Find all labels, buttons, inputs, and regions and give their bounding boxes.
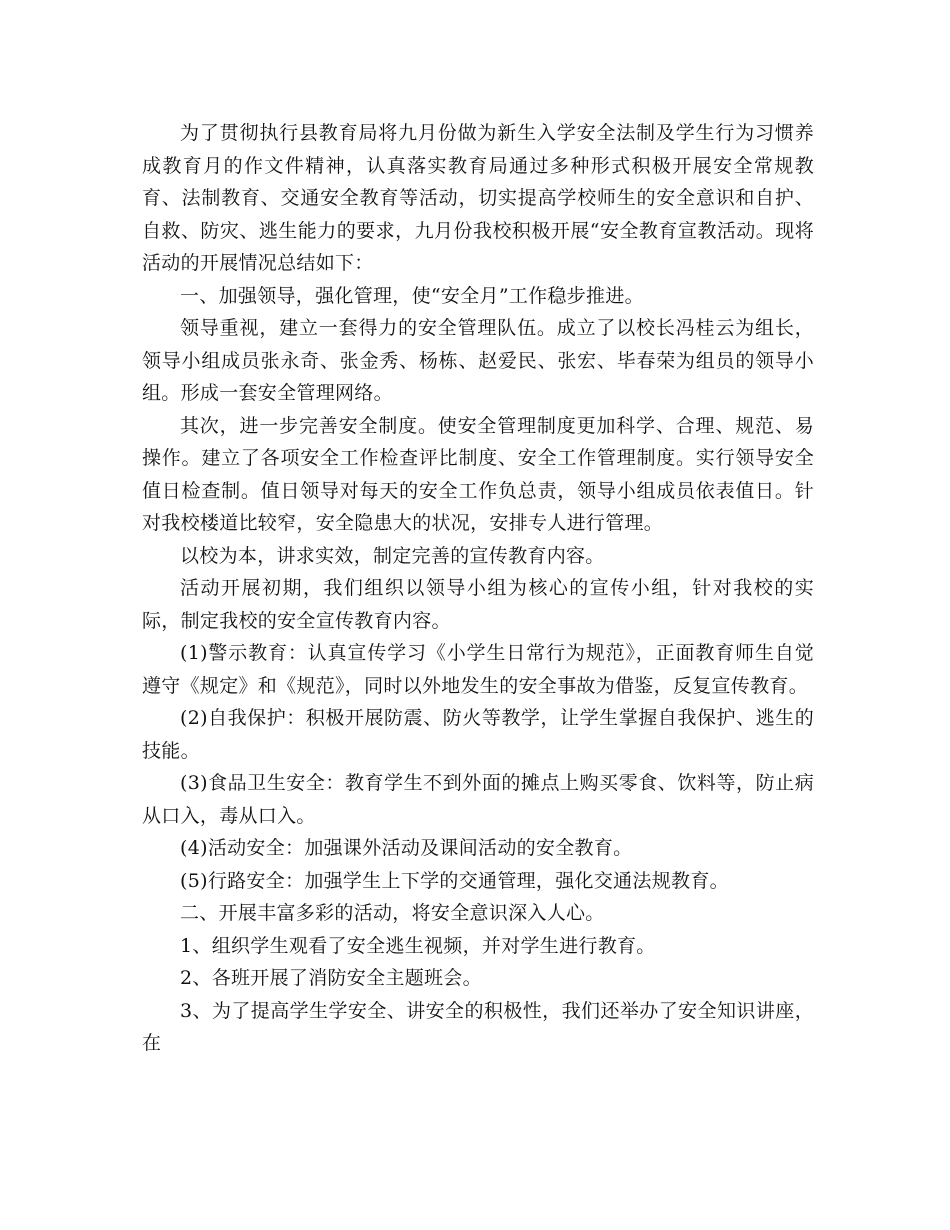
leadership-paragraph: 领导重视，建立一套得力的安全管理队伍。成立了以校长冯桂云为组长，领导小组成员张永奇、张金秀、杨栋、赵爱民、张宏、毕春荣为组员的领导小组。形成一套安全管理网络。 (142, 317, 814, 404)
publicity-paragraph: 活动开展初期，我们组织以领导小组为核心的宣传小组，针对我校的实际，制定我校的安全宣传教育内容。 (142, 577, 814, 632)
activity-item-2: 2、各班开展了消防安全主题班会。 (180, 967, 482, 989)
document-body (142, 117, 814, 1060)
list-item-road-safety: (5)行路安全：加强学生上下学的交通管理，强化交通法规教育。 (180, 869, 729, 892)
list-item-warning-education: (1)警示教育：认真宣传学习《小学生日常行为规范》，正面教育师生自觉遵守《规定》和《规范》，同时以外地发生的安全事故为借鉴，反复宣传教育。 (142, 642, 814, 697)
list-item-activity-safety: (4)活动安全：加强课外活动及课间活动的安全教育。 (180, 837, 633, 859)
list-item-self-protection: (2)自我保护：积极开展防震、防火等教学，让学生掌握自我保护、逃生的技能。 (142, 707, 814, 762)
activity-item-1: 1、组织学生观看了安全逃生视频，并对学生进行教育。 (180, 934, 656, 957)
intro-paragraph: 为了贯彻执行县教育局将九月份做为新生入学安全法制及学生行为习惯养成教育月的作文件精神，认真落实教育局通过多种形式积极开展安全常规教育、法制教育、交通安全教育等活动，切实提高学校师生的安全意识和自护、自救、防灾、逃生能力的要求，九月份我校积极开展“安全教育宣教活动。现将活动的开展情况总结如下： (142, 122, 814, 274)
section-heading-2: 二、开展丰富多彩的活动，将安全意识深入人心。 (180, 902, 605, 924)
safety-system-paragraph: 其次，进一步完善安全制度。使安全管理制度更加科学、合理、规范、易操作。建立了各项安全工作检查评比制度、安全工作管理制度。实行领导安全值日检查制。值日领导对每天的安全工作负总责，领导小组成员依表值日。针对我校楼道比较窄，安全隐患大的状况，安排专人进行管理。 (142, 414, 814, 534)
activity-item-3: 3、为了提高学生学安全、讲安全的积极性，我们还举办了安全知识讲座，在 (142, 999, 814, 1054)
subheading-school-based: 以校为本，讲求实效，制定完善的宣传教育内容。 (180, 544, 605, 567)
list-item-food-safety: (3)食品卫生安全：教育学生不到外面的摊点上购买零食、饮料等，防止病从口入，毒从口入。 (142, 772, 814, 827)
section-heading-1: 一、加强领导，强化管理，使“安全月”工作稳步推进。 (180, 284, 644, 307)
